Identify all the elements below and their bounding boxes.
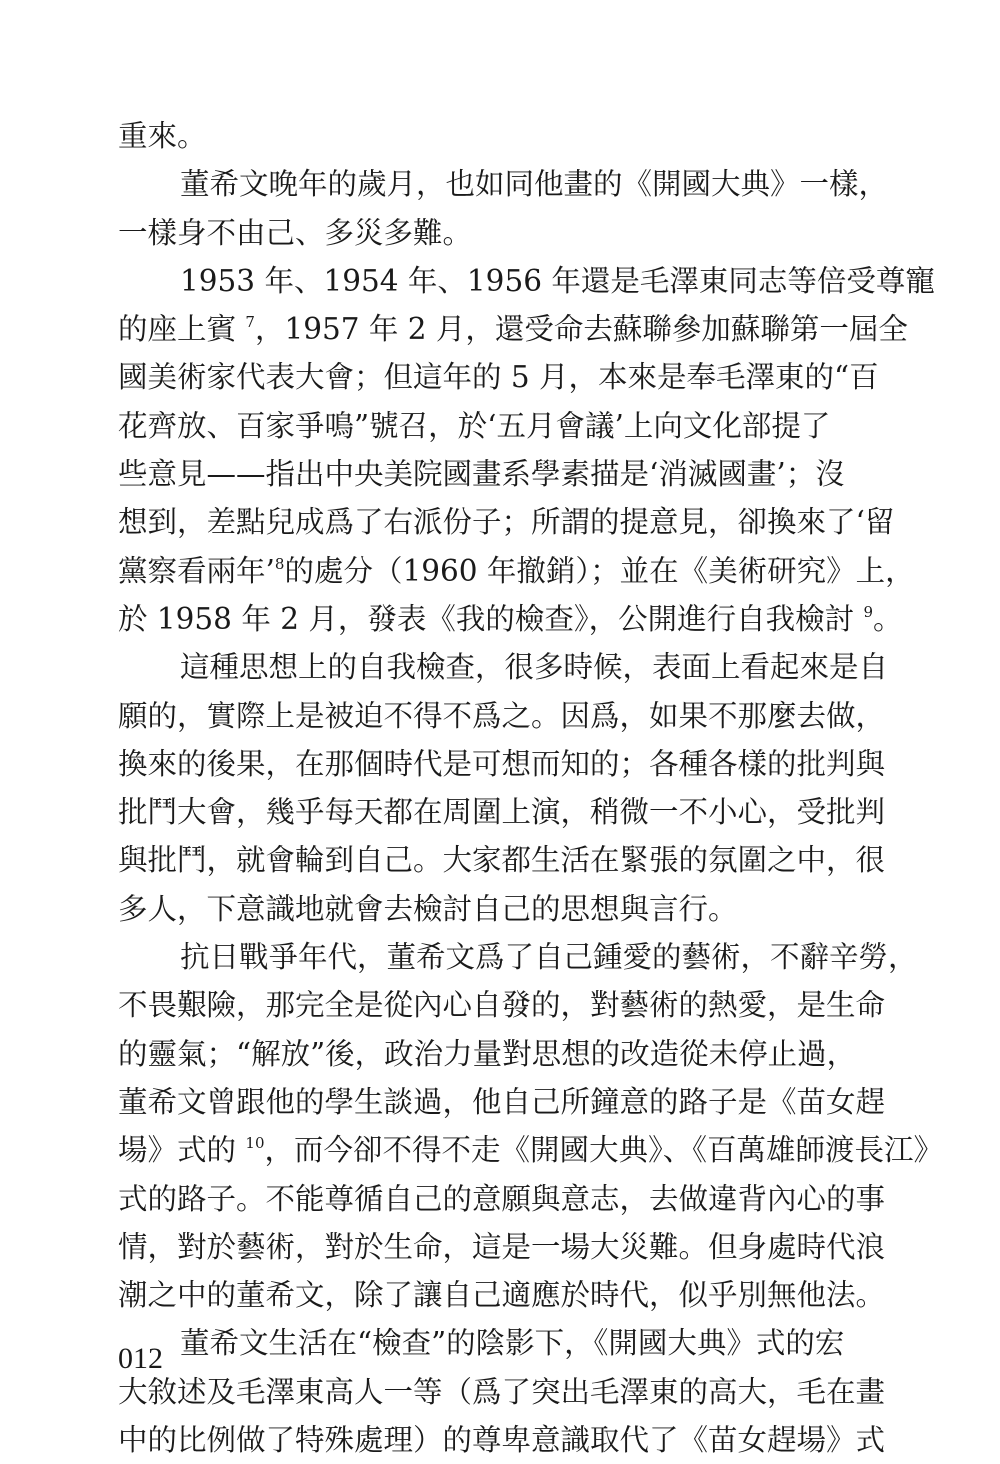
- text-segment: ，而今卻不得不走《開國大典》、《百萬雄師渡長江》: [264, 1133, 944, 1168]
- text-segment: 的處分（1960 年撤銷）；並在《美術研究》上，: [284, 553, 915, 588]
- text-line: 批鬥大會，幾乎每天都在周圍上演，稍微一不小心，受批判: [118, 795, 886, 830]
- text-line: 多人，下意識地就會去檢討自己的思想與言行。: [118, 891, 738, 926]
- text-line: [118, 305, 908, 353]
- text-line: 中的比例做了特殊處理）的尊卑意識取代了《苗女趕場》式: [118, 1423, 886, 1458]
- page-number: 012: [118, 1342, 163, 1375]
- text-line: 國美術家代表大會；但這年的 5 月，本來是奉毛澤東的“百: [118, 360, 879, 395]
- text-segment: 。: [873, 601, 903, 636]
- footnote-ref: 9: [863, 602, 874, 621]
- footnote-ref: 10: [245, 1134, 265, 1153]
- text-line: 不畏艱險，那完全是從內心自發的，對藝術的熱愛，是生命: [118, 988, 886, 1023]
- text-line: 1953 年、1954 年、1956 年還是毛澤東同志等倍受尊寵: [180, 263, 935, 298]
- text-line: 董希文生活在“檢查”的陰影下，《開國大典》式的宏: [180, 1326, 845, 1361]
- text-line: 願的，實際上是被迫不得不爲之。因爲，如果不那麼去做，: [118, 698, 886, 733]
- text-line: 抗日戰爭年代，董希文爲了自己鍾愛的藝術，不辭辛勞，: [180, 940, 918, 975]
- text-line: 這種思想上的自我檢查，很多時候，表面上看起來是自: [180, 650, 889, 685]
- text-line: 潮之中的董希文，除了讓自己適應於時代，似乎別無他法。: [118, 1278, 886, 1313]
- text-line: 董希文曾跟他的學生談過，他自己所鐘意的路子是《苗女趕: [118, 1084, 886, 1119]
- text-line: 與批鬥，就會輪到自己。大家都生活在緊張的氛圍之中，很: [118, 843, 886, 878]
- text-segment: 的座上賓: [118, 312, 237, 347]
- text-segment: 於 1958 年 2 月，發表《我的檢查》，公開進行自我檢討: [118, 601, 855, 636]
- text-segment: 場》式的: [118, 1133, 237, 1168]
- text-line: 情，對於藝術，對於生命，這是一場大災難。但身處時代浪: [118, 1229, 886, 1264]
- text-line: 花齊放、百家爭鳴”號召，於‘五月會議’上向文化部提了: [118, 408, 831, 443]
- text-line: 大敘述及毛澤東高人一等（爲了突出毛澤東的高大，毛在畫: [118, 1374, 886, 1409]
- text-segment: ，1957 年 2 月，還受命去蘇聯參加蘇聯第一屆全: [254, 312, 908, 347]
- text-line: 式的路子。不能尊循自己的意願與意志，去做違背內心的事: [118, 1181, 886, 1216]
- footnote-ref: 8: [274, 554, 285, 573]
- text-line: 換來的後果，在那個時代是可想而知的；各種各樣的批判與: [118, 746, 886, 781]
- body-text: [118, 112, 944, 1464]
- text-line: 重來。: [118, 119, 207, 153]
- text-line: [118, 547, 915, 595]
- text-line: [118, 1126, 944, 1174]
- footnote-ref: 7: [245, 313, 255, 332]
- text-line: 想到，差點兒成爲了右派份子；所謂的提意見，卻換來了‘留: [118, 505, 895, 540]
- text-line: 些意見——指出中央美院國畫系學素描是‘消滅國畫’；沒: [118, 457, 845, 492]
- text-line: 一樣身不由己、多災多難。: [118, 215, 473, 250]
- text-line: [118, 595, 903, 643]
- text-line: 董希文晚年的歲月，也如同他畫的《開國大典》一樣，: [180, 167, 889, 202]
- text-line: 的靈氣；“解放”後，政治力量對思想的改造從未停止過，: [118, 1036, 857, 1071]
- text-segment: 黨察看兩年’: [118, 553, 275, 588]
